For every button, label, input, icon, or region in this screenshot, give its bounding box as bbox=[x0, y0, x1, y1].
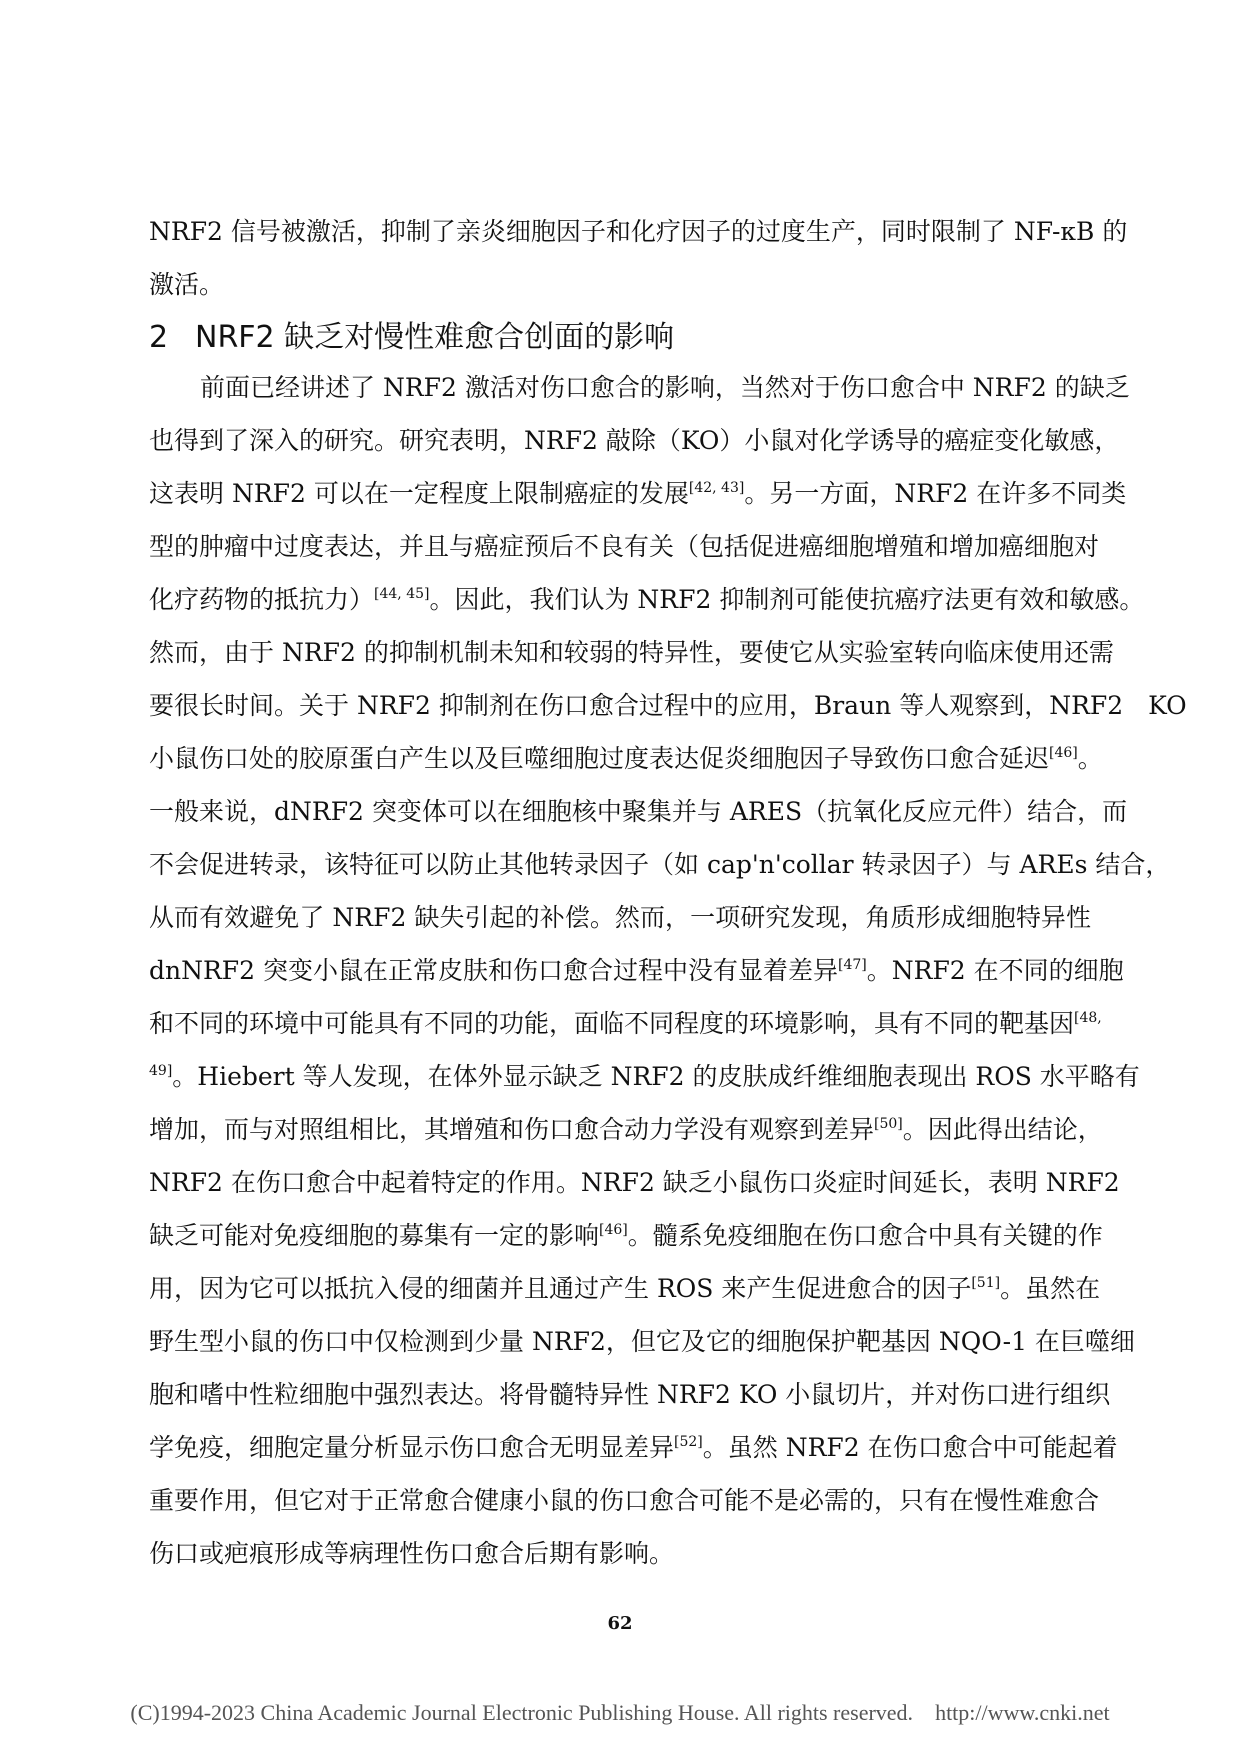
text-line bbox=[149, 1005, 1102, 1043]
line-text: 和不同的环境中可能具有不同的功能，面临不同程度的环境影响，具有不同的靶基因 bbox=[149, 1009, 1075, 1038]
line-text: 激活。 bbox=[149, 270, 225, 299]
line-text: 型的肿瘤中过度表达，并且与癌症预后不良有关（包括促进癌细胞增殖和增加癌细胞对 bbox=[149, 532, 1100, 561]
text-line bbox=[149, 1323, 1135, 1361]
line-text-after: 。Hiebert 等人发现，在体外显示缺乏 NRF2 的皮肤成纤维细胞表现出 ROS 水平略有 bbox=[172, 1062, 1140, 1091]
line-text: 重要作用，但它对于正常愈合健康小鼠的伤口愈合可能不是必需的，只有在慢性难愈合 bbox=[149, 1486, 1100, 1515]
line-text-after: 。因此，我们认为 NRF2 抑制剂可能使抗癌疗法更有效和敏感。 bbox=[429, 585, 1145, 614]
citation: [50] bbox=[874, 1116, 903, 1132]
text-line bbox=[149, 1111, 1103, 1149]
line-text: 学免疫，细胞定量分析显示伤口愈合无明显差异 bbox=[149, 1433, 675, 1462]
line-text: 一般来说，dNRF2 突变体可以在细胞核中聚集并与 ARES（抗氧化反应元件）结合，而 bbox=[149, 797, 1128, 826]
text-line bbox=[149, 1164, 1120, 1202]
text-line bbox=[149, 952, 1124, 990]
page-number: 62 bbox=[607, 1613, 633, 1634]
text-line bbox=[149, 634, 1114, 672]
line-text: 不会促进转录，该特征可以防止其他转录因子（如 cap'n'collar 转录因子）与 AREs 结合， bbox=[149, 850, 1171, 879]
text-line bbox=[149, 1482, 1100, 1520]
text-line bbox=[200, 369, 1130, 407]
line-text: 前面已经讲述了 NRF2 激活对伤口愈合的影响，当然对于伤口愈合中 NRF2 的缺乏 bbox=[200, 373, 1130, 402]
line-text-after: 。虽然在 bbox=[1000, 1274, 1101, 1303]
line-text-after: 。NRF2 在不同的细胞 bbox=[866, 956, 1124, 985]
citation: [44, 45] bbox=[374, 586, 430, 602]
line-text: 从而有效避免了 NRF2 缺失引起的补偿。然而，一项研究发现，角质形成细胞特异性 bbox=[149, 903, 1091, 932]
section-heading bbox=[149, 316, 674, 360]
line-text: NRF2 在伤口愈合中起着特定的作用。NRF2 缺乏小鼠伤口炎症时间延长，表明 NRF2 bbox=[149, 1168, 1120, 1197]
line-text: 小鼠伤口处的胶原蛋白产生以及巨噬细胞过度表达促炎细胞因子导致伤口愈合延迟 bbox=[149, 744, 1050, 773]
line-text-after: 。虽然 NRF2 在伤口愈合中可能起着 bbox=[702, 1433, 1118, 1462]
text-line bbox=[149, 899, 1091, 937]
footer-url[interactable]: http://www.cnki.net bbox=[935, 1700, 1110, 1725]
citation: [52] bbox=[674, 1434, 703, 1450]
line-text: 也得到了深入的研究。研究表明，NRF2 敲除（KO）小鼠对化学诱导的癌症变化敏感， bbox=[149, 426, 1120, 455]
text-line bbox=[149, 1429, 1118, 1467]
text-line bbox=[149, 1535, 1091, 1573]
line-text: 野生型小鼠的伤口中仅检测到少量 NRF2，但它及它的细胞保护靶基因 NQO-1 在巨噬细 bbox=[149, 1327, 1135, 1356]
line-text: 这表明 NRF2 可以在一定程度上限制癌症的发展 bbox=[149, 479, 689, 508]
line-text-after: 。因此得出结论， bbox=[902, 1115, 1103, 1144]
text-line bbox=[149, 475, 1127, 513]
copyright-text: (C)1994-2023 China Academic Journal Electronic Publishing House. All rights reserved. bbox=[130, 1700, 914, 1725]
section-title: NRF2 缺乏对慢性难愈合创面的影响 bbox=[195, 320, 675, 355]
line-text: 要很长时间。关于 NRF2 抑制剂在伤口愈合过程中的应用，Braun 等人观察到，NRF2 KO bbox=[149, 691, 1187, 720]
text-line bbox=[149, 793, 1128, 831]
copyright-footer bbox=[0, 1700, 1240, 1726]
line-text: dnNRF2 突变小鼠在正常皮肤和伤口愈合过程中没有显着差异 bbox=[149, 956, 839, 985]
text-line bbox=[149, 581, 1145, 619]
text-line bbox=[149, 1058, 1140, 1096]
citation: [42, 43] bbox=[688, 480, 745, 496]
citation: [48, bbox=[1074, 1010, 1102, 1026]
citation: 49] bbox=[149, 1063, 173, 1079]
section-number: 2 bbox=[149, 320, 169, 355]
citation: [46] bbox=[599, 1222, 628, 1238]
citation: [51] bbox=[971, 1275, 1001, 1291]
citation: [46] bbox=[1049, 745, 1078, 761]
line-text: 用，因为它可以抵抗入侵的细菌并且通过产生 ROS 来产生促进愈合的因子 bbox=[149, 1274, 972, 1303]
text-line bbox=[149, 1217, 1103, 1255]
text-line bbox=[149, 422, 1120, 460]
text-line bbox=[149, 740, 1103, 778]
line-text: 化疗药物的抵抗力） bbox=[149, 585, 375, 614]
line-text: 胞和嗜中性粒细胞中强烈表达。将骨髓特异性 NRF2 KO 小鼠切片，并对伤口进行组织 bbox=[149, 1380, 1111, 1409]
line-text-after: 。 bbox=[1077, 744, 1103, 773]
line-text: 增加，而与对照组相比，其增殖和伤口愈合动力学没有观察到差异 bbox=[149, 1115, 875, 1144]
text-line bbox=[149, 213, 1128, 251]
text-line bbox=[149, 1376, 1111, 1414]
line-text: 然而，由于 NRF2 的抑制机制未知和较弱的特异性，要使它从实验室转向临床使用还需 bbox=[149, 638, 1114, 667]
text-line bbox=[149, 528, 1100, 566]
line-text: 缺乏可能对免疫细胞的募集有一定的影响 bbox=[149, 1221, 600, 1250]
line-text: NRF2 信号被激活，抑制了亲炎细胞因子和化疗因子的过度生产，同时限制了 NF-κB 的 bbox=[149, 217, 1128, 246]
line-text-after: 。另一方面，NRF2 在许多不同类 bbox=[744, 479, 1127, 508]
text-line bbox=[149, 266, 1091, 304]
line-text: 伤口或疤痕形成等病理性伤口愈合后期有影响。 bbox=[149, 1539, 675, 1568]
text-line bbox=[149, 1270, 1101, 1308]
text-line bbox=[149, 687, 1187, 725]
text-line bbox=[149, 846, 1171, 884]
citation: [47] bbox=[838, 957, 867, 973]
line-text-after: 。髓系免疫细胞在伤口愈合中具有关键的作 bbox=[627, 1221, 1103, 1250]
